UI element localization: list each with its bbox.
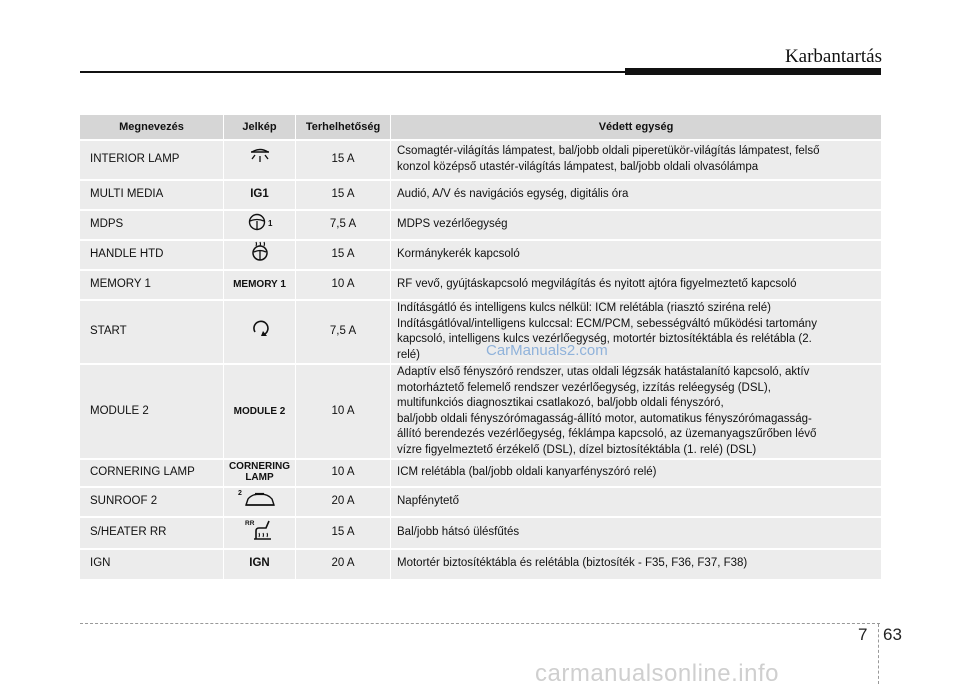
page-header-title: Karbantartás <box>784 46 882 67</box>
col-header-name: Megnevezés <box>80 115 224 140</box>
protected-component-line: Napfénytető <box>397 495 460 508</box>
fuse-symbol-cell <box>224 210 296 240</box>
protected-component-line: motorháztető felemelő rendszer vezérlőegység, izzítás reléegység (DSL), <box>397 381 771 394</box>
fuse-name: MODULE 2 <box>80 364 224 459</box>
fuse-name: START <box>80 300 224 364</box>
protected-component-line: Adaptív első fényszóró rendszer, utas oldali légzsák hatástalanító kapcsoló, aktív <box>397 366 810 379</box>
table-row <box>80 364 881 459</box>
fuse-rating: 15 A <box>296 517 391 549</box>
protected-component-cell <box>391 549 882 579</box>
start-arrow-icon <box>249 318 271 346</box>
table-row <box>80 459 881 487</box>
protected-component-cell <box>391 300 882 364</box>
header-rule-thin <box>80 71 625 73</box>
page-number-separator <box>878 624 879 684</box>
fuse-symbol-cell <box>224 270 296 300</box>
fuse-rating: 10 A <box>296 459 391 487</box>
protected-component-cell <box>391 180 882 210</box>
fuse-symbol-cell <box>224 517 296 549</box>
col-header-symbol: Jelkép <box>224 115 296 140</box>
fuse-rating: 7,5 A <box>296 210 391 240</box>
fuse-name: CORNERING LAMP <box>80 459 224 487</box>
protected-component-cell <box>391 140 882 180</box>
protected-component-cell <box>391 270 882 300</box>
protected-component-line: vízre figyelmeztető érzékelő (DSL), dízel biztosítéktábla (1. relé) (DSL) <box>397 443 757 456</box>
protected-component-cell <box>391 487 882 517</box>
protected-component-cell <box>391 459 882 487</box>
protected-component-line: Csomagtér-világítás lámpatest, bal/jobb oldali piperetükör-világítás lámpatest, felső <box>397 145 820 158</box>
rear-seat-heater-icon <box>245 518 275 548</box>
protected-component-line: Audió, A/V és navigációs egység, digitális óra <box>397 188 629 201</box>
fuse-rating: 10 A <box>296 270 391 300</box>
steering-wheel-1-icon <box>245 212 275 238</box>
table-header-row <box>80 115 881 140</box>
fuse-symbol-text: MEMORY 1 <box>233 279 286 291</box>
fuse-rating: 20 A <box>296 487 391 517</box>
fuse-name: IGN <box>80 549 224 579</box>
fuse-symbol-cell <box>224 180 296 210</box>
table-row <box>80 487 881 517</box>
protected-component-line: RF vevő, gyújtáskapcsoló megvilágítás és nyitott ajtóra figyelmeztető kapcsoló <box>397 278 797 291</box>
fuse-symbol-text: IGN <box>249 557 270 570</box>
protected-component-line: Bal/jobb hátsó ülésfűtés <box>397 526 520 539</box>
fuse-name: MULTI MEDIA <box>80 180 224 210</box>
protected-component-cell <box>391 210 882 240</box>
fuse-symbol-cell <box>224 549 296 579</box>
table-row <box>80 140 881 180</box>
table-row <box>80 517 881 549</box>
table-row <box>80 240 881 270</box>
protected-component-line: Motortér biztosítéktábla és relétábla (biztosíték - F35, F36, F37, F38) <box>397 557 748 570</box>
table-row <box>80 210 881 240</box>
fuse-rating: 15 A <box>296 140 391 180</box>
watermark-carmanuals2: CarManuals2.com <box>486 342 608 359</box>
table-row <box>80 270 881 300</box>
protected-component-line: multifunkciós diagnosztikai csatlakozó, bal/jobb oldali fényszóró, <box>397 397 724 410</box>
table-row <box>80 180 881 210</box>
protected-component-line: ICM relétábla (bal/jobb oldali kanyarfényszóró relé) <box>397 466 657 479</box>
heated-steering-icon <box>249 241 271 269</box>
fuse-symbol-cell <box>224 300 296 364</box>
fuse-rating: 20 A <box>296 549 391 579</box>
protected-component-cell <box>391 240 882 270</box>
fuse-symbol-cell <box>224 240 296 270</box>
fuse-rating: 15 A <box>296 180 391 210</box>
protected-component-line: konzol középső utastér-világítás lámpatest, bal/jobb oldali olvasólámpa <box>397 161 759 173</box>
fuse-name: INTERIOR LAMP <box>80 140 224 180</box>
sunroof-2-icon <box>238 489 282 515</box>
protected-component-line: relé) <box>397 348 421 361</box>
protected-component-line: kapcsoló, intelligens kulcs vezérlőegység, motortér biztosítéktábla és relétábla (2. <box>397 333 812 346</box>
fuse-table <box>80 115 881 579</box>
fuse-symbol-cell <box>224 487 296 517</box>
fuse-name: S/HEATER RR <box>80 517 224 549</box>
watermark-carmanualsonline: carmanualsonline.info <box>535 660 779 687</box>
interior-lamp-icon <box>247 148 273 172</box>
page-number: 63 <box>883 625 902 644</box>
fuse-name: MDPS <box>80 210 224 240</box>
table-row <box>80 300 881 364</box>
fuse-rating: 10 A <box>296 364 391 459</box>
col-header-protected: Védett egység <box>391 115 882 140</box>
fuse-symbol-cell <box>224 459 296 487</box>
fuse-name: SUNROOF 2 <box>80 487 224 517</box>
table-row <box>80 549 881 579</box>
protected-component-line: Kormánykerék kapcsoló <box>397 248 520 261</box>
chapter-number: 7 <box>858 625 868 644</box>
svg-text:1: 1 <box>267 219 272 229</box>
protected-component-line: állító berendezés vezérlőegység, féklámpa kapcsoló, az üzemanyagszűrőben lévő <box>397 428 817 441</box>
fuse-name: MEMORY 1 <box>80 270 224 300</box>
header-rule-thick <box>625 68 881 75</box>
svg-text:RR: RR <box>244 520 254 528</box>
fuse-rating: 7,5 A <box>296 300 391 364</box>
fuse-symbol-cell <box>224 364 296 459</box>
svg-text:2: 2 <box>237 490 242 498</box>
protected-component-line: Indításgátló és intelligens kulcs nélkül: ICM relétábla (riasztó sziréna relé) <box>397 302 771 314</box>
fuse-symbol-text: MODULE 2 <box>233 405 286 417</box>
protected-component-line: MDPS vezérlőegység <box>397 218 508 231</box>
protected-component-line: bal/jobb oldali fényszórómagasság-állító motor, automatikus fényszórómagasság- <box>397 412 812 425</box>
col-header-load: Terhelhetőség <box>296 115 391 140</box>
fuse-symbol-cell <box>224 140 296 180</box>
protected-component-cell <box>391 364 882 459</box>
protected-component-cell <box>391 517 882 549</box>
fuse-rating: 15 A <box>296 240 391 270</box>
fuse-symbol-text: IG1 <box>250 188 269 201</box>
protected-component-line: Indításgátlóval/intelligens kulccsal: ECM/PCM, sebességváltó működési tartomány <box>397 317 817 330</box>
footer-divider <box>80 623 880 624</box>
fuse-name: HANDLE HTD <box>80 240 224 270</box>
fuse-symbol-text: CORNERING LAMP <box>228 460 291 484</box>
